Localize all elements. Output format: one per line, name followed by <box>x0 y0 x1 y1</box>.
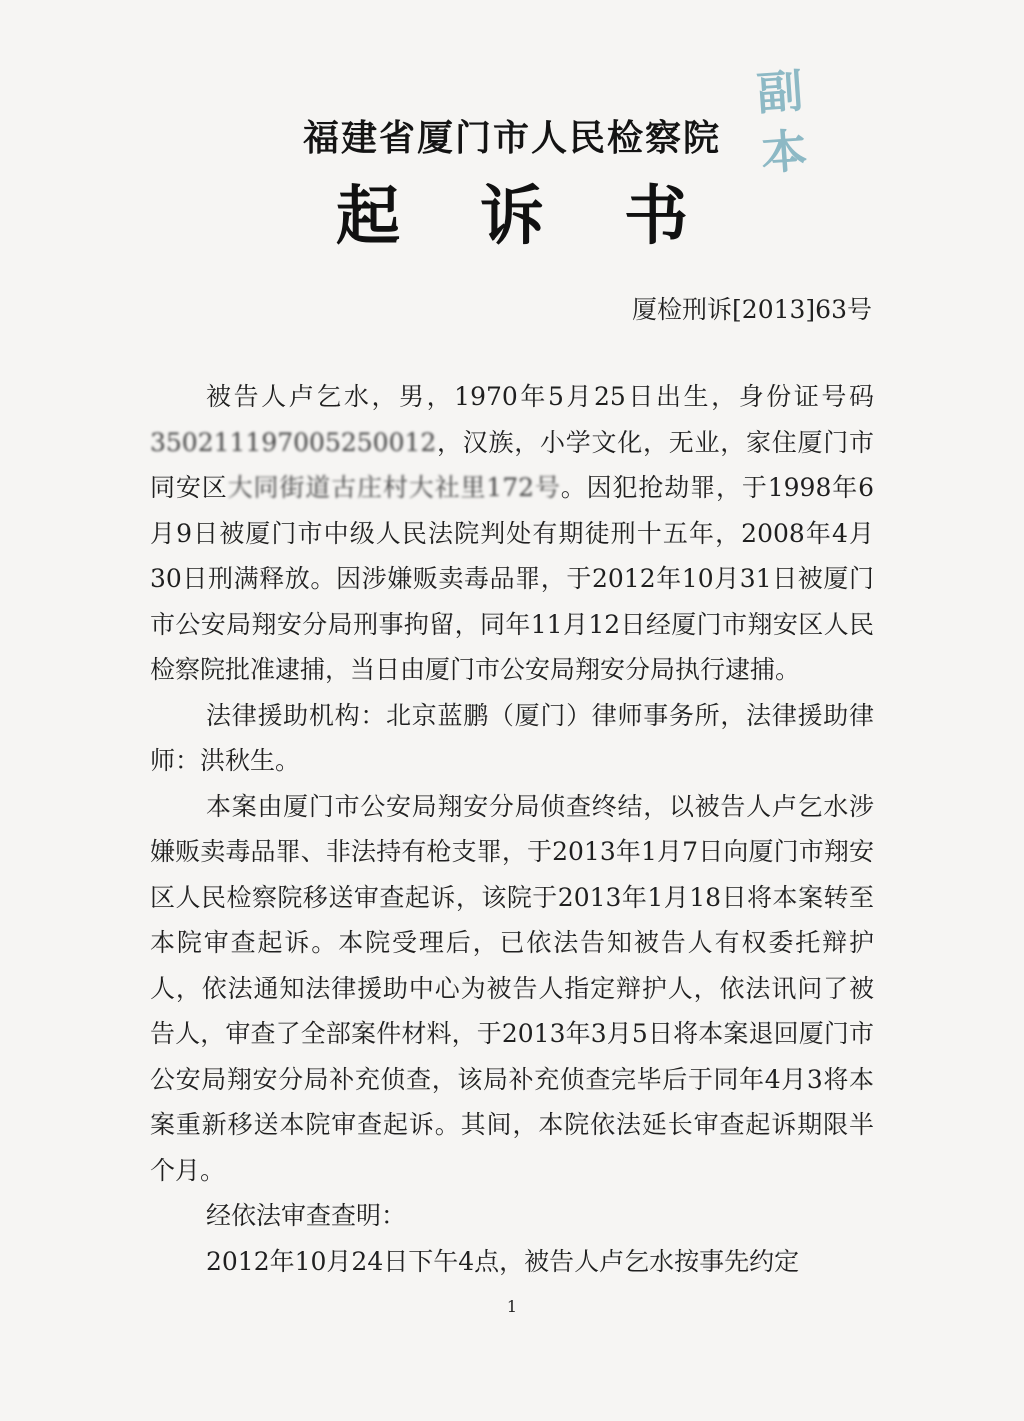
defendant-details: ，汉族，小学文化，无业，家住厦门市同安区 <box>150 427 874 502</box>
paragraph-defendant <box>150 374 874 693</box>
document-title: 起诉书 <box>336 180 768 254</box>
paragraph-findings-heading: 经依法审查查明： <box>206 1201 407 1230</box>
defendant-intro: 被告人卢乞水，男，1970年5月25日出生，身份证号码 <box>206 382 874 411</box>
defendant-history: 。因犯抢劫罪，于1998年6月9日被厦门市中级人民法院判处有期徒刑十五年，2008年4月30日刑满释放。因涉嫌贩卖毒品罪，于2012年10月31日被厦门市公安局翔安分局刑事拘留，同年11月12日经厦门市翔安区人民检察院批准逮捕，当日由厦门市公安局翔安分局执行逮捕。 <box>150 473 874 684</box>
paragraph-case-procedure: 本案由厦门市公安局翔安分局侦查终结，以被告人卢乞水涉嫌贩卖毒品罪、非法持有枪支罪，于2013年1月7日向厦门市翔安区人民检察院移送审查起诉，该院于2013年1月18日将本案转至本院审查起诉。本院受理后，已依法告知被告人有权委托辩护人，依法通知法律援助中心为被告人指定辩护人，依法讯问了被告人，审查了全部案件材料，于2013年3月5日将本案退回厦门市公安局翔安分局补充侦查，该局补充侦查完毕后于同年4月3将本案重新移送本院审查起诉。其间，本院依法延长审查起诉期限半个月。 <box>150 791 874 1185</box>
redacted-address: 大同街道古庄村大社里172号 <box>227 473 561 502</box>
paragraph-facts: 2012年10月24日下午4点，被告人卢乞水按事先约定 <box>206 1246 800 1276</box>
paragraph-legal-aid: 法律援助机构：北京蓝鹏（厦门）律师事务所，法律援助律师：洪秋生。 <box>150 700 874 775</box>
redacted-id-number: 350211197005250012 <box>150 427 437 457</box>
document-number: 厦检刑诉[2013]63号 <box>632 295 872 324</box>
copy-stamp: 副本 <box>755 63 809 181</box>
page-number: 1 <box>506 1297 518 1316</box>
procuratorate-title: 福建省厦门市人民检察院 <box>302 118 721 159</box>
document-body <box>150 374 874 1284</box>
